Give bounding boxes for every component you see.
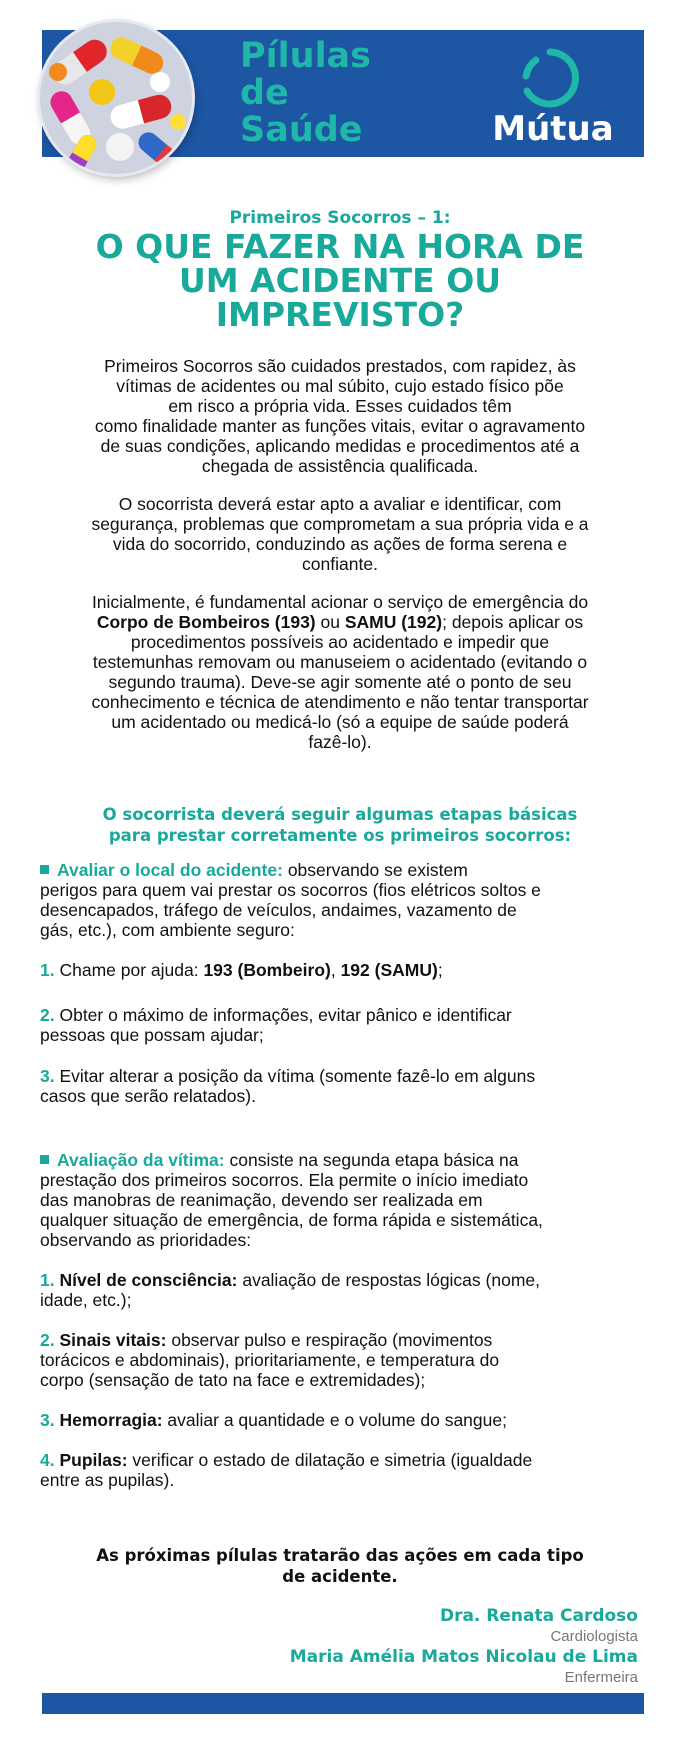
hero-title-line: Pílulas [240,36,372,76]
signature-role: Enfermeira [564,1669,638,1686]
item-term: Sinais vitais: [54,1330,167,1350]
item-term: Pupilas: [54,1450,128,1470]
item-number: 2. [40,1330,55,1350]
text-line [40,1005,650,1025]
text-line: testemunhas removam ou manuseiem o acidentado (evitando o [92,652,588,672]
list-item [40,1410,650,1430]
text-fragment: ; depois aplicar os [442,612,584,632]
text-line: casos que serão relatados). [40,1086,256,1106]
text-line: idade, etc.); [40,1290,132,1310]
item-term: Hemorragia: [54,1410,163,1430]
title-line: O QUE FAZER NA HORA DE [95,227,585,266]
text-line: O socorrista deverá estar apto a avaliar e identificar, com [118,494,562,514]
text-line: como finalidade manter as funções vitais, evitar o agravamento [94,416,586,436]
text-line: corpo (sensação de tato na face e extremidades); [40,1370,426,1390]
section-local-acidente [40,860,650,940]
text-fragment: Obter o máximo de informações, evitar pânico e identificar [54,1005,512,1025]
list-item [40,1066,650,1106]
section-heading: Avaliação da vítima: [57,1150,225,1170]
text-fragment: consiste na segunda etapa básica na [224,1150,519,1170]
title-line: IMPREVISTO? [215,295,465,334]
hero-title [240,38,410,149]
item-number: 3. [40,1066,55,1086]
text-fragment: observar pulso e respiração (movimentos [166,1330,493,1350]
text-line: perigos para quem vai prestar os socorros (fios elétricos soltos e [40,880,541,900]
list-item [40,960,650,980]
text-line: segurança, problemas que comprometam a sua própria vida e a [91,514,589,534]
section-heading-line [40,1150,650,1170]
text-fragment: Evitar alterar a posição da vítima (somente fazê-lo em alguns [54,1066,536,1086]
pills-photo [40,22,192,174]
text-line: vida do socorrido, conduzindo as ações de forma serena e [112,534,568,554]
list-item [40,1330,650,1390]
text-fragment: verificar o estado de dilatação e simetria (igualdade [127,1450,533,1470]
list-item [40,1005,650,1045]
section-avaliacao-vitima [40,1150,650,1250]
item-number: 2. [40,1005,55,1025]
text-fragment: Chame por ajuda: [54,960,204,980]
square-bullet-icon [40,1155,49,1164]
intro-paragraph-3 [36,592,644,752]
text-line: Primeiros Socorros são cuidados prestados, com rapidez, às [104,356,576,376]
text-line: conhecimento e técnica de atendimento e não tentar transportar [91,692,589,712]
text-fragment: avaliação de respostas lógicas (nome, [237,1270,540,1290]
brand-name: Mútua [492,109,614,149]
section-heading: Avaliar o local do acidente: [57,860,283,880]
closing-note [0,1545,680,1587]
text-line: procedimentos possíveis ao acidentado e impedir que [130,632,550,652]
text-line: pessoas que possam ajudar; [40,1025,264,1045]
signature-role: Cardiologista [550,1628,638,1645]
list-item [40,1450,650,1490]
text-line: gás, etc.), com ambiente seguro: [40,920,295,940]
text-fragment: ou [315,612,345,632]
text-line: chegada de assistência qualificada. [201,456,479,476]
text-fragment: ; [437,960,443,980]
intro-paragraph-2 [36,494,644,574]
text-line: fazê-lo). [308,732,372,752]
text-line: desencapados, tráfego de veículos, andaimes, vazamento de [40,900,517,920]
text-fragment: observando se existem [282,860,468,880]
title-line: UM ACIDENTE OU [178,261,502,300]
text-line: Inicialmente, é fundamental acionar o serviço de emergência do [91,592,589,612]
bombeiros-number: Corpo de Bombeiros (193) [96,612,316,632]
closing-line: As próximas pílulas tratarão das ações em cada tipo [96,1546,584,1565]
text-fragment: avaliar a quantidade e o volume do sangue; [162,1410,507,1430]
list-item [40,1270,650,1310]
text-line: um acidentado ou medicá-lo (só a equipe de saúde poderá [111,712,569,732]
text-line: confiante. [302,554,378,574]
page-title [40,227,640,334]
text-line: das manobras de reanimação, devendo ser realizada em [40,1190,483,1210]
phone-number: 192 (SAMU) [340,960,438,980]
section-heading-line [40,860,650,880]
item-number: 1. [40,1270,55,1290]
item-number: 4. [40,1450,55,1470]
item-number: 3. [40,1410,55,1430]
text-line: torácicos e abdominais), prioritariamente, e temperatura do [40,1350,500,1370]
text-line: segundo trauma). Deve-se agir somente até o ponto de seu [108,672,572,692]
square-bullet-icon [40,865,49,874]
text-line [40,1066,650,1086]
closing-line: de acidente. [282,1567,398,1586]
signature-name: Maria Amélia Matos Nicolau de Lima [289,1647,638,1667]
text-line [40,1410,650,1430]
text-line [40,1330,650,1350]
text-line [40,1270,650,1290]
text-line: de suas condições, aplicando medidas e procedimentos até a [100,436,580,456]
item-term: Nível de consciência: [54,1270,238,1290]
text-line: vítimas de acidentes ou mal súbito, cujo estado físico põe [116,376,564,396]
text-line [36,612,644,632]
steps-title [0,804,680,846]
text-line [40,960,650,980]
hero-title-line: de [240,73,289,113]
text-fragment: , [330,960,341,980]
text-line: prestação dos primeiros socorros. Ela permite o início imediato [40,1170,529,1190]
footer-band [42,1693,644,1714]
samu-number: SAMU (192) [344,612,443,632]
steps-title-line: para prestar corretamente os primeiros socorros: [108,826,572,845]
text-line: entre as pupilas). [40,1470,175,1490]
signature-name: Dra. Renata Cardoso [439,1606,638,1626]
phone-number: 193 (Bombeiro) [203,960,331,980]
intro-paragraph-1 [36,356,644,476]
text-line: observando as prioridades: [40,1230,252,1250]
steps-title-line: O socorrista deverá seguir algumas etapas básicas [102,805,578,824]
text-line [40,1450,650,1470]
text-line: qualquer situação de emergência, de forma rápida e sistemática, [40,1210,543,1230]
mutua-logo-icon [514,46,586,110]
text-line: em risco a própria vida. Esses cuidados têm [168,396,512,416]
subtitle: Primeiros Socorros – 1: [229,208,451,228]
item-number: 1. [40,960,55,980]
hero-title-line: Saúde [240,110,363,150]
